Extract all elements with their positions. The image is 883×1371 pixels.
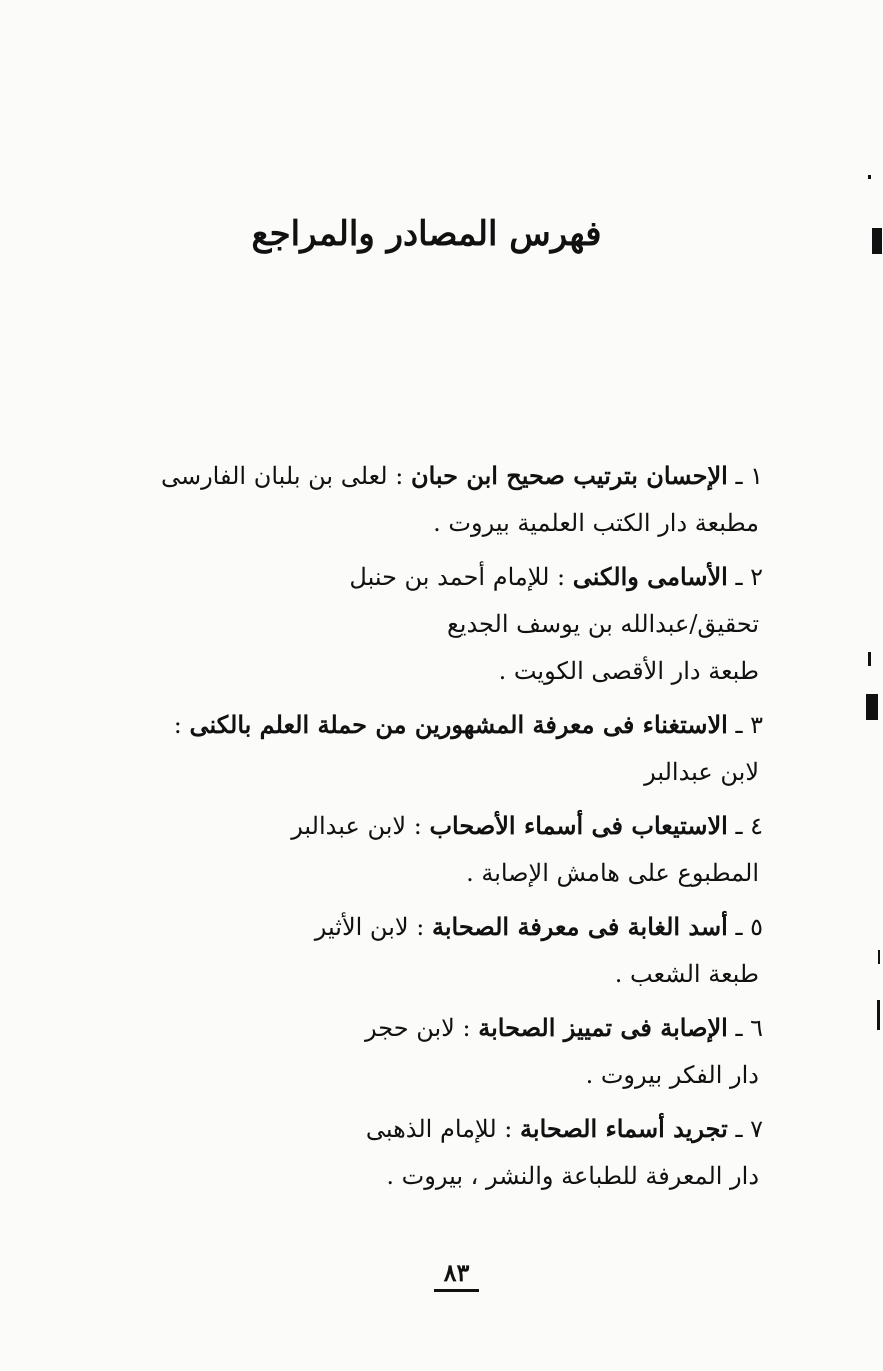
entry-author: لعلى بن بلبان الفارسى [160,462,388,490]
entry-author: لابن عبدالبر [291,812,407,840]
entry-separator: : [416,913,425,941]
bibliography-entry-4 [123,802,763,897]
entry-author: لابن حجر [365,1014,455,1042]
entry-work-title: الإصابة فى تمييز الصحابة [478,1013,728,1042]
entry-work-title: تجريد أسماء الصحابة [520,1114,728,1143]
entry-detail-line: طبعة دار الأقصى الكويت . [498,657,759,685]
entry-detail-line: مطبعة دار الكتب العلمية بيروت . [433,509,759,537]
entry-separator: : [173,711,182,739]
entry-author: لابن الأثير [314,913,409,941]
entry-number: ٢ [750,563,763,591]
scan-edge-mark [872,228,882,254]
entry-author: للإمام الذهبى [365,1115,497,1143]
page-title: فهرس المصادر والمراجع [251,214,602,254]
entry-detail-line: دار الفكر بيروت . [585,1061,759,1089]
scan-edge-mark [877,1000,880,1030]
entry-detail-line: لابن عبدالبر [644,758,759,786]
bibliography-entry-7 [123,1105,763,1200]
entry-separator: : [504,1115,513,1143]
entry-work-title: الأسامى والكنى [572,562,728,591]
entry-work-title: أسد الغابة فى معرفة الصحابة [431,912,728,941]
page-number [0,1258,883,1287]
entry-number: ١ [750,462,763,490]
entry-heading: ٥ ـ أسد الغابة فى معرفة الصحابة : لابن الأثير [314,912,763,941]
page-number-text: ٨٣ [434,1258,480,1292]
entry-heading: ٦ ـ الإصابة فى تمييز الصحابة : لابن حجر [365,1013,763,1042]
bibliography-entry-5 [123,903,763,998]
entry-detail-line: المطبوع على هامش الإصابة . [466,859,759,887]
bibliography-entry-6 [123,1004,763,1099]
entry-number: ٦ [750,1014,763,1042]
bibliography-list [123,452,763,1206]
entry-detail-line: دار المعرفة للطباعة والنشر ، بيروت . [386,1162,759,1190]
entry-heading: ١ ـ الإحسان بترتيب صحيح ابن حبان : لعلى بن بلبان الفارسى [160,461,763,490]
scan-edge-mark [868,175,871,179]
scan-edge-mark [868,652,871,666]
entry-heading: ٧ ـ تجريد أسماء الصحابة : للإمام الذهبى [365,1114,763,1143]
entry-work-title: الاستغناء فى معرفة المشهورين من حملة العلم بالكنى [189,710,728,739]
scan-edge-mark [878,950,880,964]
entry-heading: ٢ ـ الأسامى والكنى : للإمام أحمد بن حنبل [349,562,763,591]
bibliography-entry-2 [123,553,763,695]
entry-number: ٤ [750,812,763,840]
entry-heading: ٤ ـ الاستيعاب فى أسماء الأصحاب : لابن عبدالبر [291,811,763,840]
entry-number: ٣ [750,711,763,739]
entry-separator: : [395,462,404,490]
entry-separator: : [557,563,566,591]
entry-separator: : [413,812,422,840]
entry-author: للإمام أحمد بن حنبل [349,563,550,591]
entry-heading: ٣ ـ الاستغناء فى معرفة المشهورين من حملة العلم بالكنى : [173,710,763,739]
entry-number: ٥ [750,913,763,941]
entry-detail-line: تحقيق/عبدالله بن يوسف الجديع [447,610,759,638]
entry-work-title: الاستيعاب فى أسماء الأصحاب [429,811,728,840]
bibliography-entry-3 [123,701,763,796]
entry-work-title: الإحسان بترتيب صحيح ابن حبان [410,461,728,490]
bibliography-entry-1 [123,452,763,547]
entry-separator: : [462,1014,471,1042]
entry-number: ٧ [750,1115,763,1143]
entry-detail-line: طبعة الشعب . [614,960,759,988]
scan-edge-mark [866,694,878,720]
